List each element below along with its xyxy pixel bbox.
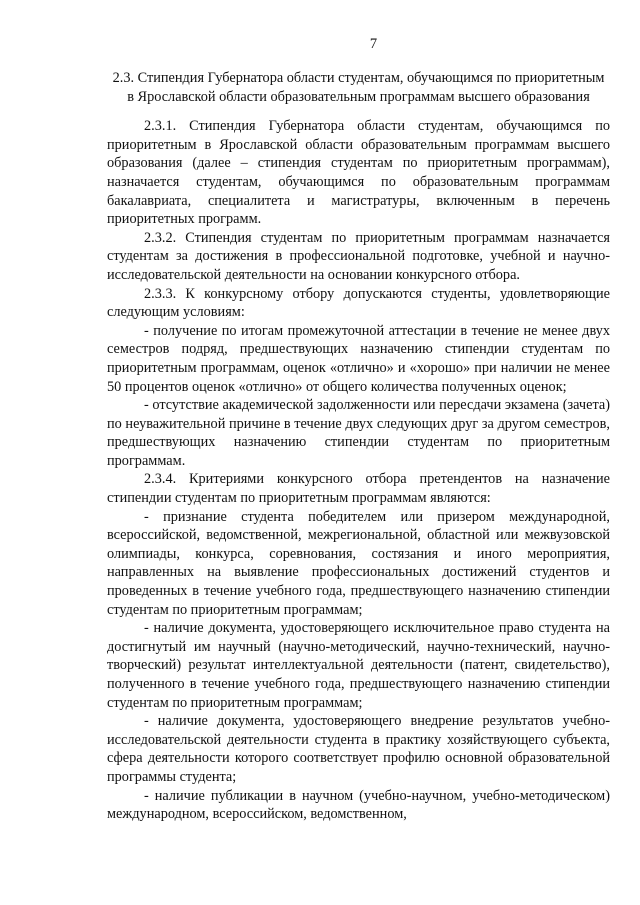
criterion-patent: - наличие документа, удостоверяющего исключительное право студента на достигнутый им научный (научно-методический, научно-технический, научно-творческий) результат интеллектуальной деятельности (патент, свидетельство), полученного в течение учебного года, предшествующего назначению стипендии студентам по приоритетным программам;: [107, 620, 610, 711]
paragraph-2-3-3: 2.3.3. К конкурсному отбору допускаются студенты, удовлетворяющие следующим условиям:: [107, 285, 610, 321]
paragraph-2-3-2: 2.3.2. Стипендия студентам по приоритетным программам назначается студентам за достижения в профессиональной подготовке, учебной и научно-исследовательской деятельности на основании конкурсного отбора.: [107, 229, 610, 283]
paragraph-2-3-1: 2.3.1. Стипендия Губернатора области студентам, обучающимся по приоритетным в Ярославской области образовательным программам высшего образования (далее – стипендия студентам по приоритетным программам), назначается студентам, обучающимся по образовательным программам бакалавриата, специалитета и магистратуры, включенным в перечень приоритетных программ.: [107, 118, 610, 228]
criterion-publication: - наличие публикации в научном (учебно-научном, учебно-методическом) международном, всероссийском, ведомственном,: [107, 787, 610, 823]
section-heading: 2.3. Стипендия Губернатора области студентам, обучающимся по приоритетным в Ярославской области образовательным программам высшего образования: [112, 70, 605, 105]
condition-no-debt: - отсутствие академической задолженности или пересдачи экзамена (зачета) по неуважительной причине в течение двух следующих друг за другом семестров, предшествующих назначению стипендии студентам по приоритетным программам.: [107, 397, 610, 469]
page-number: 7: [369, 36, 378, 52]
criterion-implementation: - наличие документа, удостоверяющего внедрение результатов учебно-исследовательской деятельности студента в практику хозяйствующего субъекта, сфера деятельности которого соответствует профилю основной образовательной программы студента;: [107, 713, 610, 785]
paragraph-2-3-4: 2.3.4. Критериями конкурсного отбора претендентов на назначение стипендии студентам по приоритетным программам являются:: [107, 471, 610, 507]
criterion-olympiad: - признание студента победителем или призером международной, всероссийской, ведомственной, межрегиональной, областной или межвузовской олимпиады, конкурса, соревнования, состязания и иного мероприятия, направленных на выявление профессиональных достижений студентов и проведенных в течение учебного года, предшествующего назначению стипендии студентам по приоритетным программам;: [107, 508, 610, 618]
document-page: [107, 36, 610, 824]
condition-grades: - получение по итогам промежуточной аттестации в течение не менее двух семестров подряд, предшествующих назначению стипендии студентам по приоритетным программам, оценок «отлично» и «хорошо» при наличии не менее 50 процентов оценок «отлично» от общего количества полученных оценок;: [107, 322, 610, 395]
document-body: [107, 117, 610, 824]
